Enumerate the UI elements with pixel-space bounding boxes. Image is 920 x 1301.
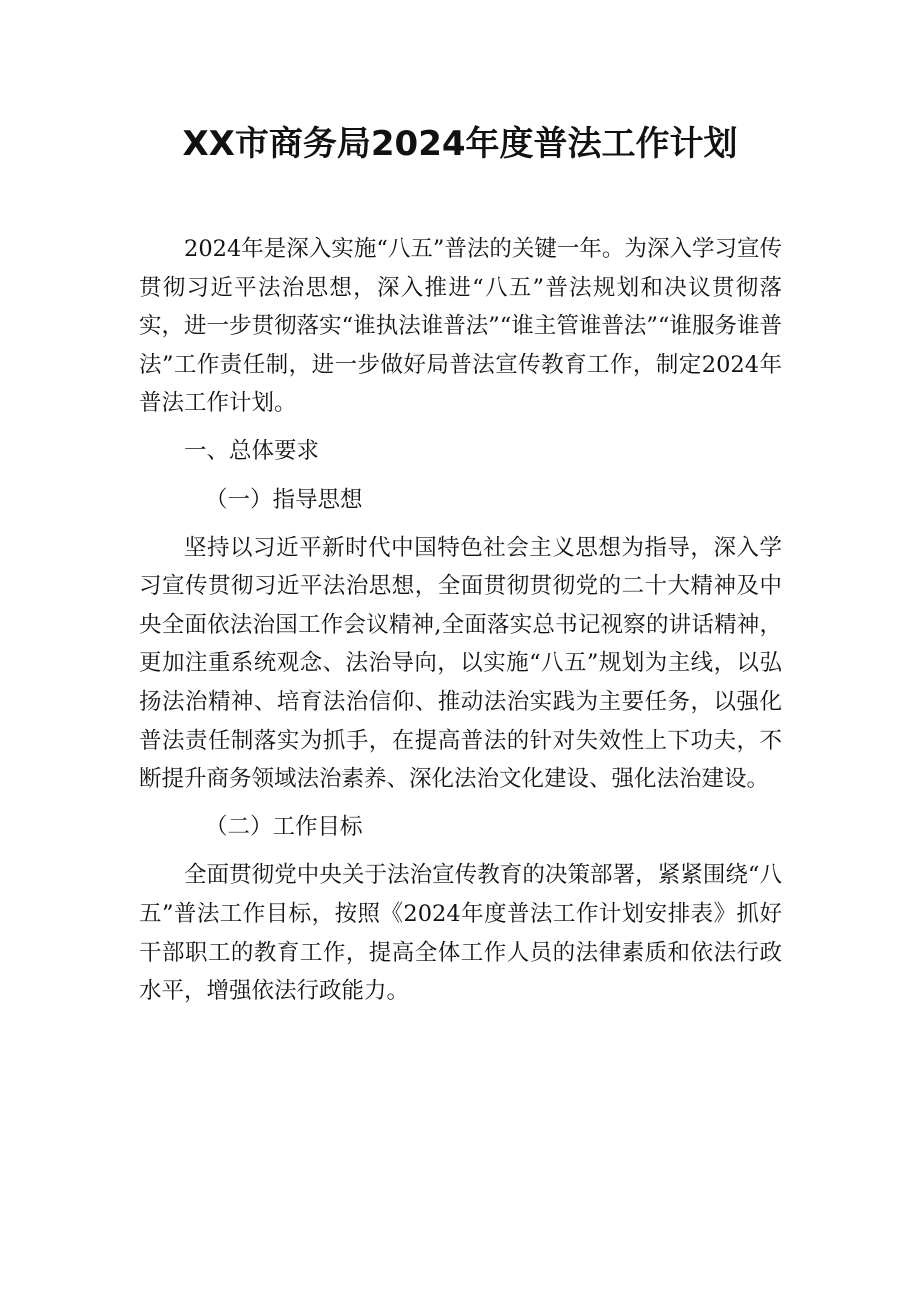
subsection-heading-guiding-ideology: （一）指导思想 [205,486,363,513]
guiding-ideology-paragraph: 坚持以习近平新时代中国特色社会主义思想为指导，深入学习宣传贯彻习近平法治思想，全面贯彻贯彻党的二十大精神及中央全面依法治国工作会议精神,全面落实总书记视察的讲话精神，更加注重系统观念、法治导向，以实施“八五”规划为主线，以弘扬法治精神、培育法治信仰、推动法治实践为主要任务，以强化普法责任制落实为抓手，在提高普法的针对失效性上下功夫，不断提升商务领域法治素养、深化法治文化建设、强化法治建设。 [139,534,782,793]
section-heading-general-requirements: 一、总体要求 [184,438,320,465]
subsection-heading-work-goals: （二）工作目标 [205,814,363,841]
document-title: XX市商务局2024年度普法工作计划 [182,124,738,164]
intro-paragraph: 2024年是深入实施“八五”普法的关键一年。为深入学习宣传贯彻习近平法治思想，深入推进“八五”普法规划和决议贯彻落实，进一步贯彻落实“谁执法谁普法”“谁主管谁普法”“谁服务谁普法”工作责任制，进一步做好局普法宣传教育工作，制定2024年普法工作计划。 [139,236,782,417]
work-goals-paragraph: 全面贯彻党中央关于法治宣传教育的决策部署，紧紧围绕“八五”普法工作目标，按照《2024年度普法工作计划安排表》抓好干部职工的教育工作，提高全体工作人员的法律素质和依法行政水平，增强依法行政能力。 [139,862,782,1005]
document-body [139,230,782,1011]
